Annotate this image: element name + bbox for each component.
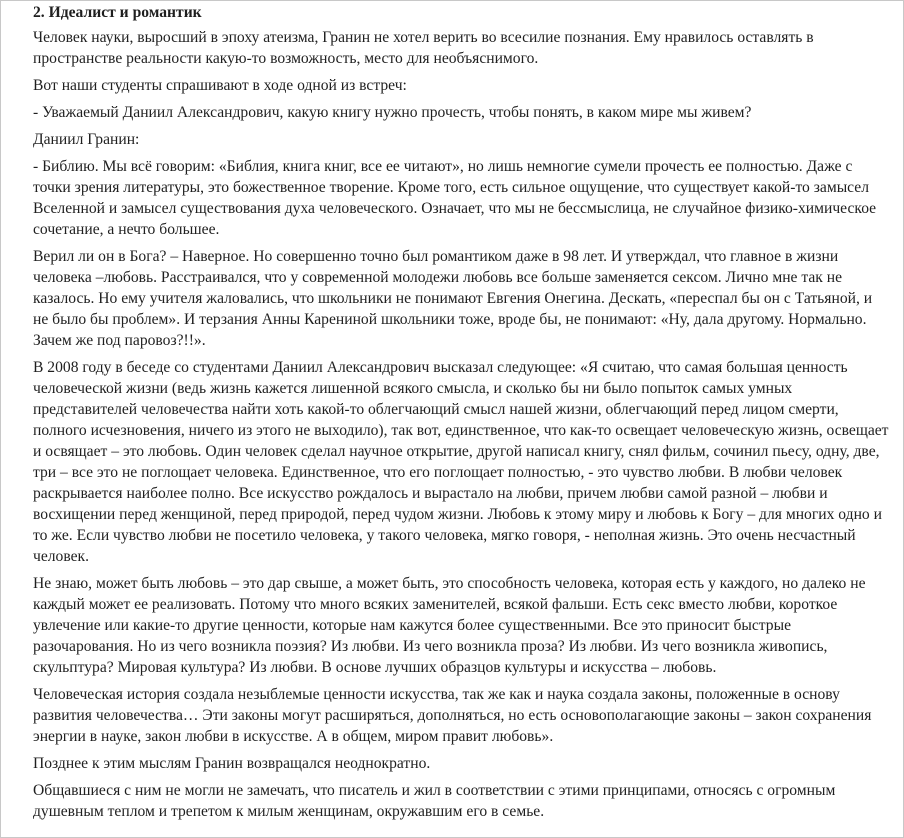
paragraph-granin-answer: - Библию. Мы всё говорим: «Библия, книга книг, все ее читают», но лишь немногие сумели прочесть ее полностью. Даже с точки зрения литературы, это божественное творение. Кроме того, есть сильное ощущение, что существует какой-то замысел Вселенной и замысел существования духа человеческого. Означает, что мы не бессмыслица, не случайное физико-химическое сочетание, а нечто большее. [33,158,877,238]
paragraph-students-question-intro: Вот наши студенты спрашивают в ходе одной из встреч: [33,77,407,94]
paragraph-laws-of-art: Человеческая история создала незыблемые ценности искусства, так же как и наука создала законы, положенные в основу развития человечества… Эти законы могут расширяться, дополняться, но есть основополагающие законы – закон сохранения энергии в науке, закон любви в искусстве. А в общем, миром правит любовь». [33,686,872,745]
paragraph-closing: Общавшиеся с ним не могли не замечать, что писатель и жил в соответствии с этими принципами, относясь с огромным душевным теплом и трепетом к милым женщинам, окружавшим его в семье. [33,782,836,820]
paragraph-student-question: - Уважаемый Даниил Александрович, какую книгу нужно прочесть, чтобы понять, в каком мире мы живем? [33,104,752,121]
paragraph-intro: Человек науки, выросший в эпоху атеизма, Гранин не хотел верить во всесилие познания. Ему нравилось оставлять в пространстве реальности какую-то возможность, место для необъяснимого. [33,29,814,67]
paragraph-granin-speaker: Даниил Гранин: [33,131,140,148]
paragraph-later-thoughts: Позднее к этим мыслям Гранин возвращался неоднократно. [33,755,431,772]
article [1,1,903,822]
paragraph-gift-of-love: Не знаю, может быть любовь – это дар свыше, а может быть, это способность человека, которая есть у каждого, но далеко не каждый может ее реализовать. Потому что много всяких заменителей, всякой фальши. Есть секс вместо любви, короткое увлечение или какие-то другие ценности, которые нам кажутся более существенными. Все это приносит быстрые разочарования. Но из чего возникла поэзия? Из любви. Из чего возникла проза? Из любви. Из чего возникла живопись, скульптура? Мировая культура? Из любви. В основе лучших образцов культуры и искусства – любовь. [33,575,866,676]
section-heading: 2. Идеалист и романтик [33,4,202,21]
paragraph-faith-and-romance: Верил ли он в Бога? – Наверное. Но совершенно точно был романтиком даже в 98 лет. И утверждал, что главное в жизни человека –любовь. Расстраивался, что у современной молодежи любовь все больше заменяется сексом. Лично мне так не казалось. Но ему учителя жаловались, что школьники не понимают Евгения Онегина. Дескать, «переспал бы он с Татьяной, и не было бы проблем». И терзания Анны Карениной школьники тоже, вроде бы, не понимают: «Ну, дала другому. Нормально. Зачем же под паровоз?!!». [33,248,873,349]
paragraph-2008-quote: В 2008 году в беседе со студентами Даниил Александрович высказал следующее: «Я считаю, что самая большая ценность человеческой жизни (ведь жизнь кажется лишенной всякого смысла, и сколько бы ни было попыток самых умных представителей человечества найти хоть какой-то облегчающий смысл нашей жизни, облегчающий перед лицом смерти, полного исчезновения, ничего из этого не выходило), так вот, единственное, что как-то освещает человеческую жизнь, освещает и освящает – это любовь. Один человек сделал научное открытие, другой написал книгу, снял фильм, сочинил пьесу, одну, две, три – все это не поглощает человека. Единственное, что его поглощает полностью, - это чувство любви. В любви человек раскрывается наиболее полно. Все искусство рождалось и вырастало на любви, причем любви самой разной – любви и восхищении перед женщиной, перед природой, перед чудом жизни. Любовь к этому миру и любовь к Богу – для многих одно и то же. Если чувство любви не посетило человека, у такого человека, мягко говоря, - неполная жизнь. Это очень несчастный человек. [33,359,889,565]
